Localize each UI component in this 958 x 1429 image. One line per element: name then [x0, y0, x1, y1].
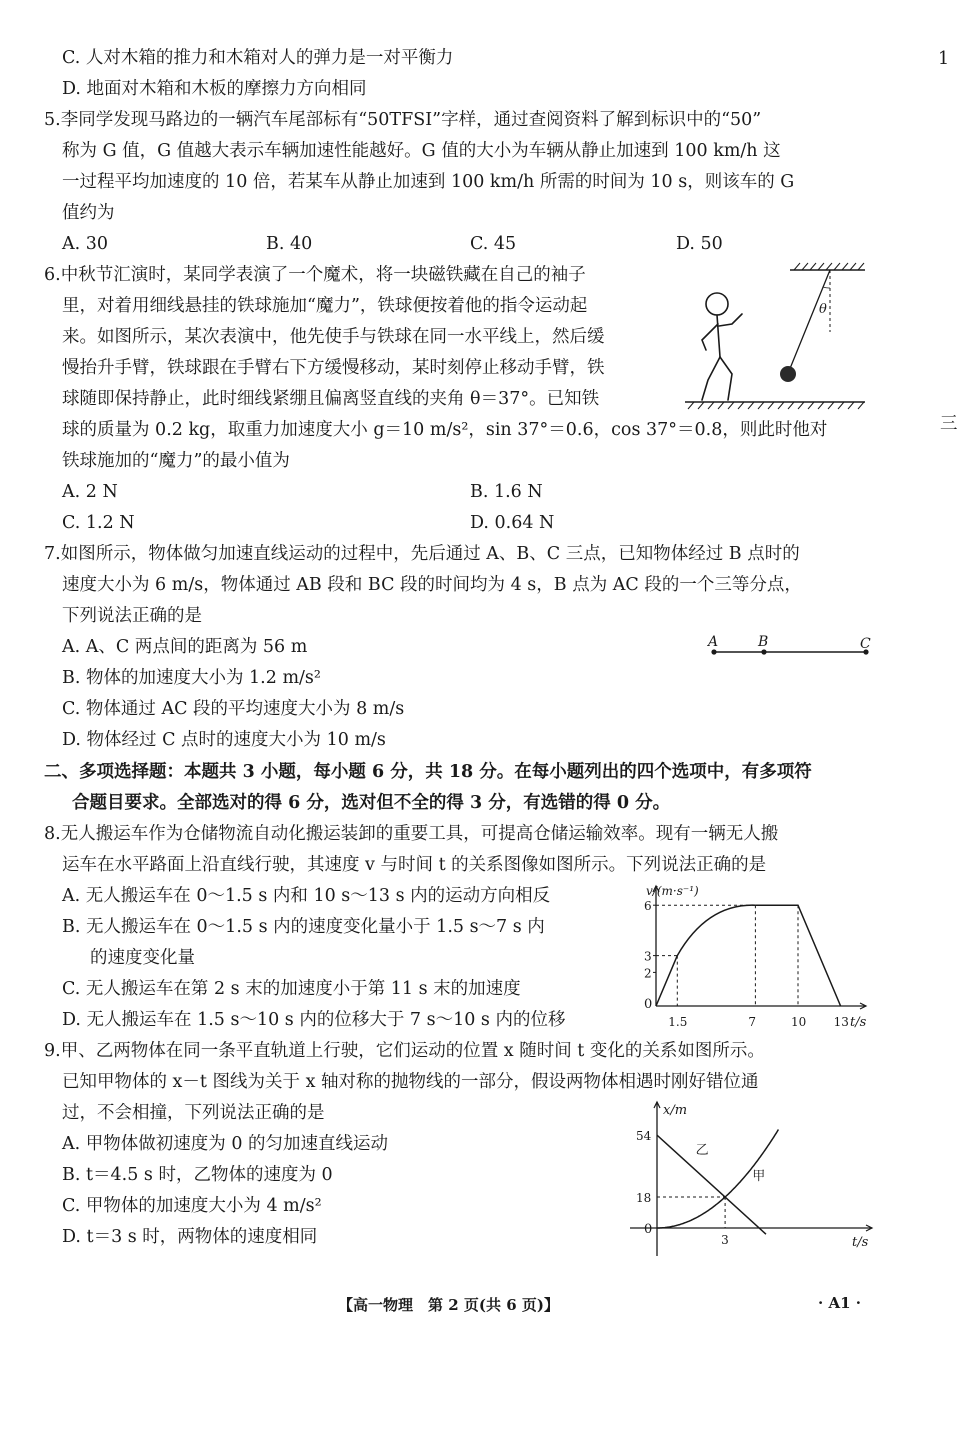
- vt-x-tick-label: 1.5: [668, 1015, 688, 1029]
- q6-stem-line7: 铁球施加的“魔力”的最小值为: [62, 451, 290, 471]
- q9-xt-chart: [630, 1098, 880, 1258]
- point-b: [761, 649, 766, 654]
- q6-stem-line1: 6.中秋节汇演时，某同学表演了一个魔术，将一块磁铁藏在自己的袖子: [44, 265, 586, 285]
- theta-label: θ: [819, 302, 827, 317]
- q8-option-d: D. 无人搬运车在 1.5 s～10 s 内的位移大于 7 s～10 s 内的位移: [62, 1010, 566, 1030]
- q4-option-c: C. 人对木箱的推力和木箱对人的弹力是一对平衡力: [62, 48, 454, 68]
- section2-heading-line2: 合题目要求。全部选对的得 6 分，选对但不全的得 3 分，有选错的得 0 分。: [72, 793, 671, 813]
- xt-x-tick-label: 3: [721, 1233, 729, 1247]
- q5-option-c: C. 45: [470, 234, 517, 254]
- q8-option-c: C. 无人搬运车在第 2 s 末的加速度小于第 11 s 末的加速度: [62, 979, 521, 999]
- q4-option-d: D. 地面对木箱和木板的摩擦力方向相同: [62, 79, 367, 99]
- q6-stem-line4: 慢抬升手臂，铁球跟在手臂右下方缓慢移动，某时刻停止移动手臂，铁: [62, 358, 605, 378]
- q6-figure: [680, 262, 870, 412]
- vt-x-axis-label: t/s: [850, 1015, 867, 1030]
- xt-y-tick-label: 18: [636, 1191, 652, 1206]
- vt-y-tick-label: 3: [644, 949, 652, 964]
- q7-stem-line1: 7.如图所示，物体做匀加速直线运动的过程中，先后通过 A、B、C 三点，已知物体经过 B 点时的: [44, 544, 800, 564]
- q5-stem-line2: 称为 G 值，G 值越大表示车辆加速性能越好。G 值的大小为车辆从静止加速到 100 km/h 这: [62, 141, 781, 161]
- vt-segment-curve: [677, 905, 755, 955]
- margin-mark-mid: 三: [940, 414, 958, 434]
- footer-page-info: 【高一物理 第 2 页(共 6 页)】: [338, 1296, 559, 1314]
- q7-stem-line3: 下列说法正确的是: [62, 606, 202, 626]
- footer-version: · A1 ·: [818, 1294, 861, 1312]
- q9-option-d: D. t＝3 s 时，两物体的速度相同: [62, 1227, 318, 1247]
- xt-x-axis-label: t/s: [852, 1235, 869, 1250]
- vt-x-tick-label: 13: [833, 1015, 849, 1029]
- q5-stem-line3: 一过程平均加速度的 10 倍，若某车从静止加速到 100 km/h 所需的时间为 10 s，则该车的 G: [62, 172, 795, 192]
- vt-x-tick-label: 10: [791, 1015, 807, 1029]
- q8-stem-line2: 运车在水平路面上沿直线行驶，其速度 v 与时间 t 的关系图像如图所示。下列说法正确的是: [62, 855, 767, 875]
- q9-option-a: A. 甲物体做初速度为 0 的匀加速直线运动: [62, 1134, 389, 1154]
- q5-stem-line1: 5.李同学发现马路边的一辆汽车尾部标有“50TFSI”字样，通过查阅资料了解到标识中的“50”: [44, 110, 762, 130]
- q9-stem-line1: 9.甲、乙两物体在同一条平直轨道上行驶，它们运动的位置 x 随时间 t 变化的关系如图所示。: [44, 1041, 765, 1061]
- vt-y-axis-label: v/(m·s⁻¹): [646, 884, 699, 898]
- q8-option-b-line1: B. 无人搬运车在 0～1.5 s 内的速度变化量小于 1.5 s～7 s 内: [62, 917, 545, 937]
- q7-option-d: D. 物体经过 C 点时的速度大小为 10 m/s: [62, 730, 386, 750]
- vt-y-tick-label: 2: [644, 966, 652, 981]
- section2-heading-line1: 二、多项选择题：本题共 3 小题，每小题 6 分，共 18 分。在每小题列出的四个选项中，有多项符: [44, 762, 812, 782]
- margin-mark-top: 1: [938, 49, 950, 69]
- vt-x-tick-label: 7: [748, 1015, 757, 1029]
- vt-y-tick-label: 6: [644, 899, 652, 914]
- q6-stem-line3: 来。如图所示，某次表演中，他先使手与铁球在同一水平线上，然后缓: [62, 327, 605, 347]
- q5-option-a: A. 30: [62, 234, 109, 254]
- xt-series-yi: [657, 1135, 766, 1234]
- q7-option-b: B. 物体的加速度大小为 1.2 m/s²: [62, 668, 321, 688]
- q5-option-d: D. 50: [676, 234, 723, 254]
- q7-stem-line2: 速度大小为 6 m/s，物体通过 AB 段和 BC 段的时间均为 4 s，B 点为 AC 段的一个三等分点，: [62, 575, 802, 595]
- q7-figure: [700, 630, 885, 662]
- q6-option-a: A. 2 N: [62, 482, 118, 502]
- point-a: [711, 649, 716, 654]
- q7-option-a: A. A、C 两点间的距离为 56 m: [62, 637, 308, 657]
- q7-option-c: C. 物体通过 AC 段的平均速度大小为 8 m/s: [62, 699, 405, 719]
- q9-stem-line3: 过，不会相撞，下列说法正确的是: [62, 1103, 325, 1123]
- q6-option-d: D. 0.64 N: [470, 513, 555, 533]
- xt-y-axis-label: x/m: [663, 1103, 688, 1118]
- vt-origin-label: 0: [644, 997, 653, 1012]
- vt-segment-accelerate: [656, 956, 677, 1006]
- xt-series-yi-label: 乙: [695, 1143, 709, 1159]
- q6-option-c: C. 1.2 N: [62, 513, 135, 533]
- q8-vt-chart: [622, 880, 880, 1030]
- q8-stem-line1: 8.无人搬运车作为仓储物流自动化搬运装卸的重要工具，可提高仓储运输效率。现有一辆无人搬: [44, 824, 779, 844]
- q5-stem-line4: 值约为: [62, 203, 115, 223]
- label-a: A: [708, 634, 719, 650]
- q9-stem-line2: 已知甲物体的 x－t 图线为关于 x 轴对称的抛物线的一部分，假设两物体相遇时刚好错位通: [62, 1072, 759, 1092]
- q9-option-c: C. 甲物体的加速度大小为 4 m/s²: [62, 1196, 322, 1216]
- xt-origin-label: 0: [644, 1222, 653, 1237]
- q6-option-b: B. 1.6 N: [470, 482, 543, 502]
- q6-stem-line5: 球随即保持静止，此时细线紧绷且偏离竖直线的夹角 θ＝37°。已知铁: [62, 389, 600, 409]
- label-b: B: [758, 634, 769, 650]
- q6-stem-line6: 球的质量为 0.2 kg，取重力加速度大小 g＝10 m/s²，sin 37°＝0.6，cos 37°＝0.8，则此时他对: [62, 420, 828, 440]
- xt-y-tick-label: 54: [636, 1129, 652, 1144]
- q8-option-b-line2: 的速度变化量: [90, 948, 195, 968]
- q6-stem-line2: 里，对着用细线悬挂的铁球施加“魔力”，铁球便按着他的指令运动起: [62, 296, 588, 316]
- label-c: C: [860, 636, 871, 652]
- q9-option-b: B. t＝4.5 s 时，乙物体的速度为 0: [62, 1165, 333, 1185]
- q8-option-a: A. 无人搬运车在 0～1.5 s 内和 10 s～13 s 内的运动方向相反: [62, 886, 551, 906]
- xt-series-jia-label: 甲: [752, 1168, 766, 1184]
- q5-option-b: B. 40: [266, 234, 313, 254]
